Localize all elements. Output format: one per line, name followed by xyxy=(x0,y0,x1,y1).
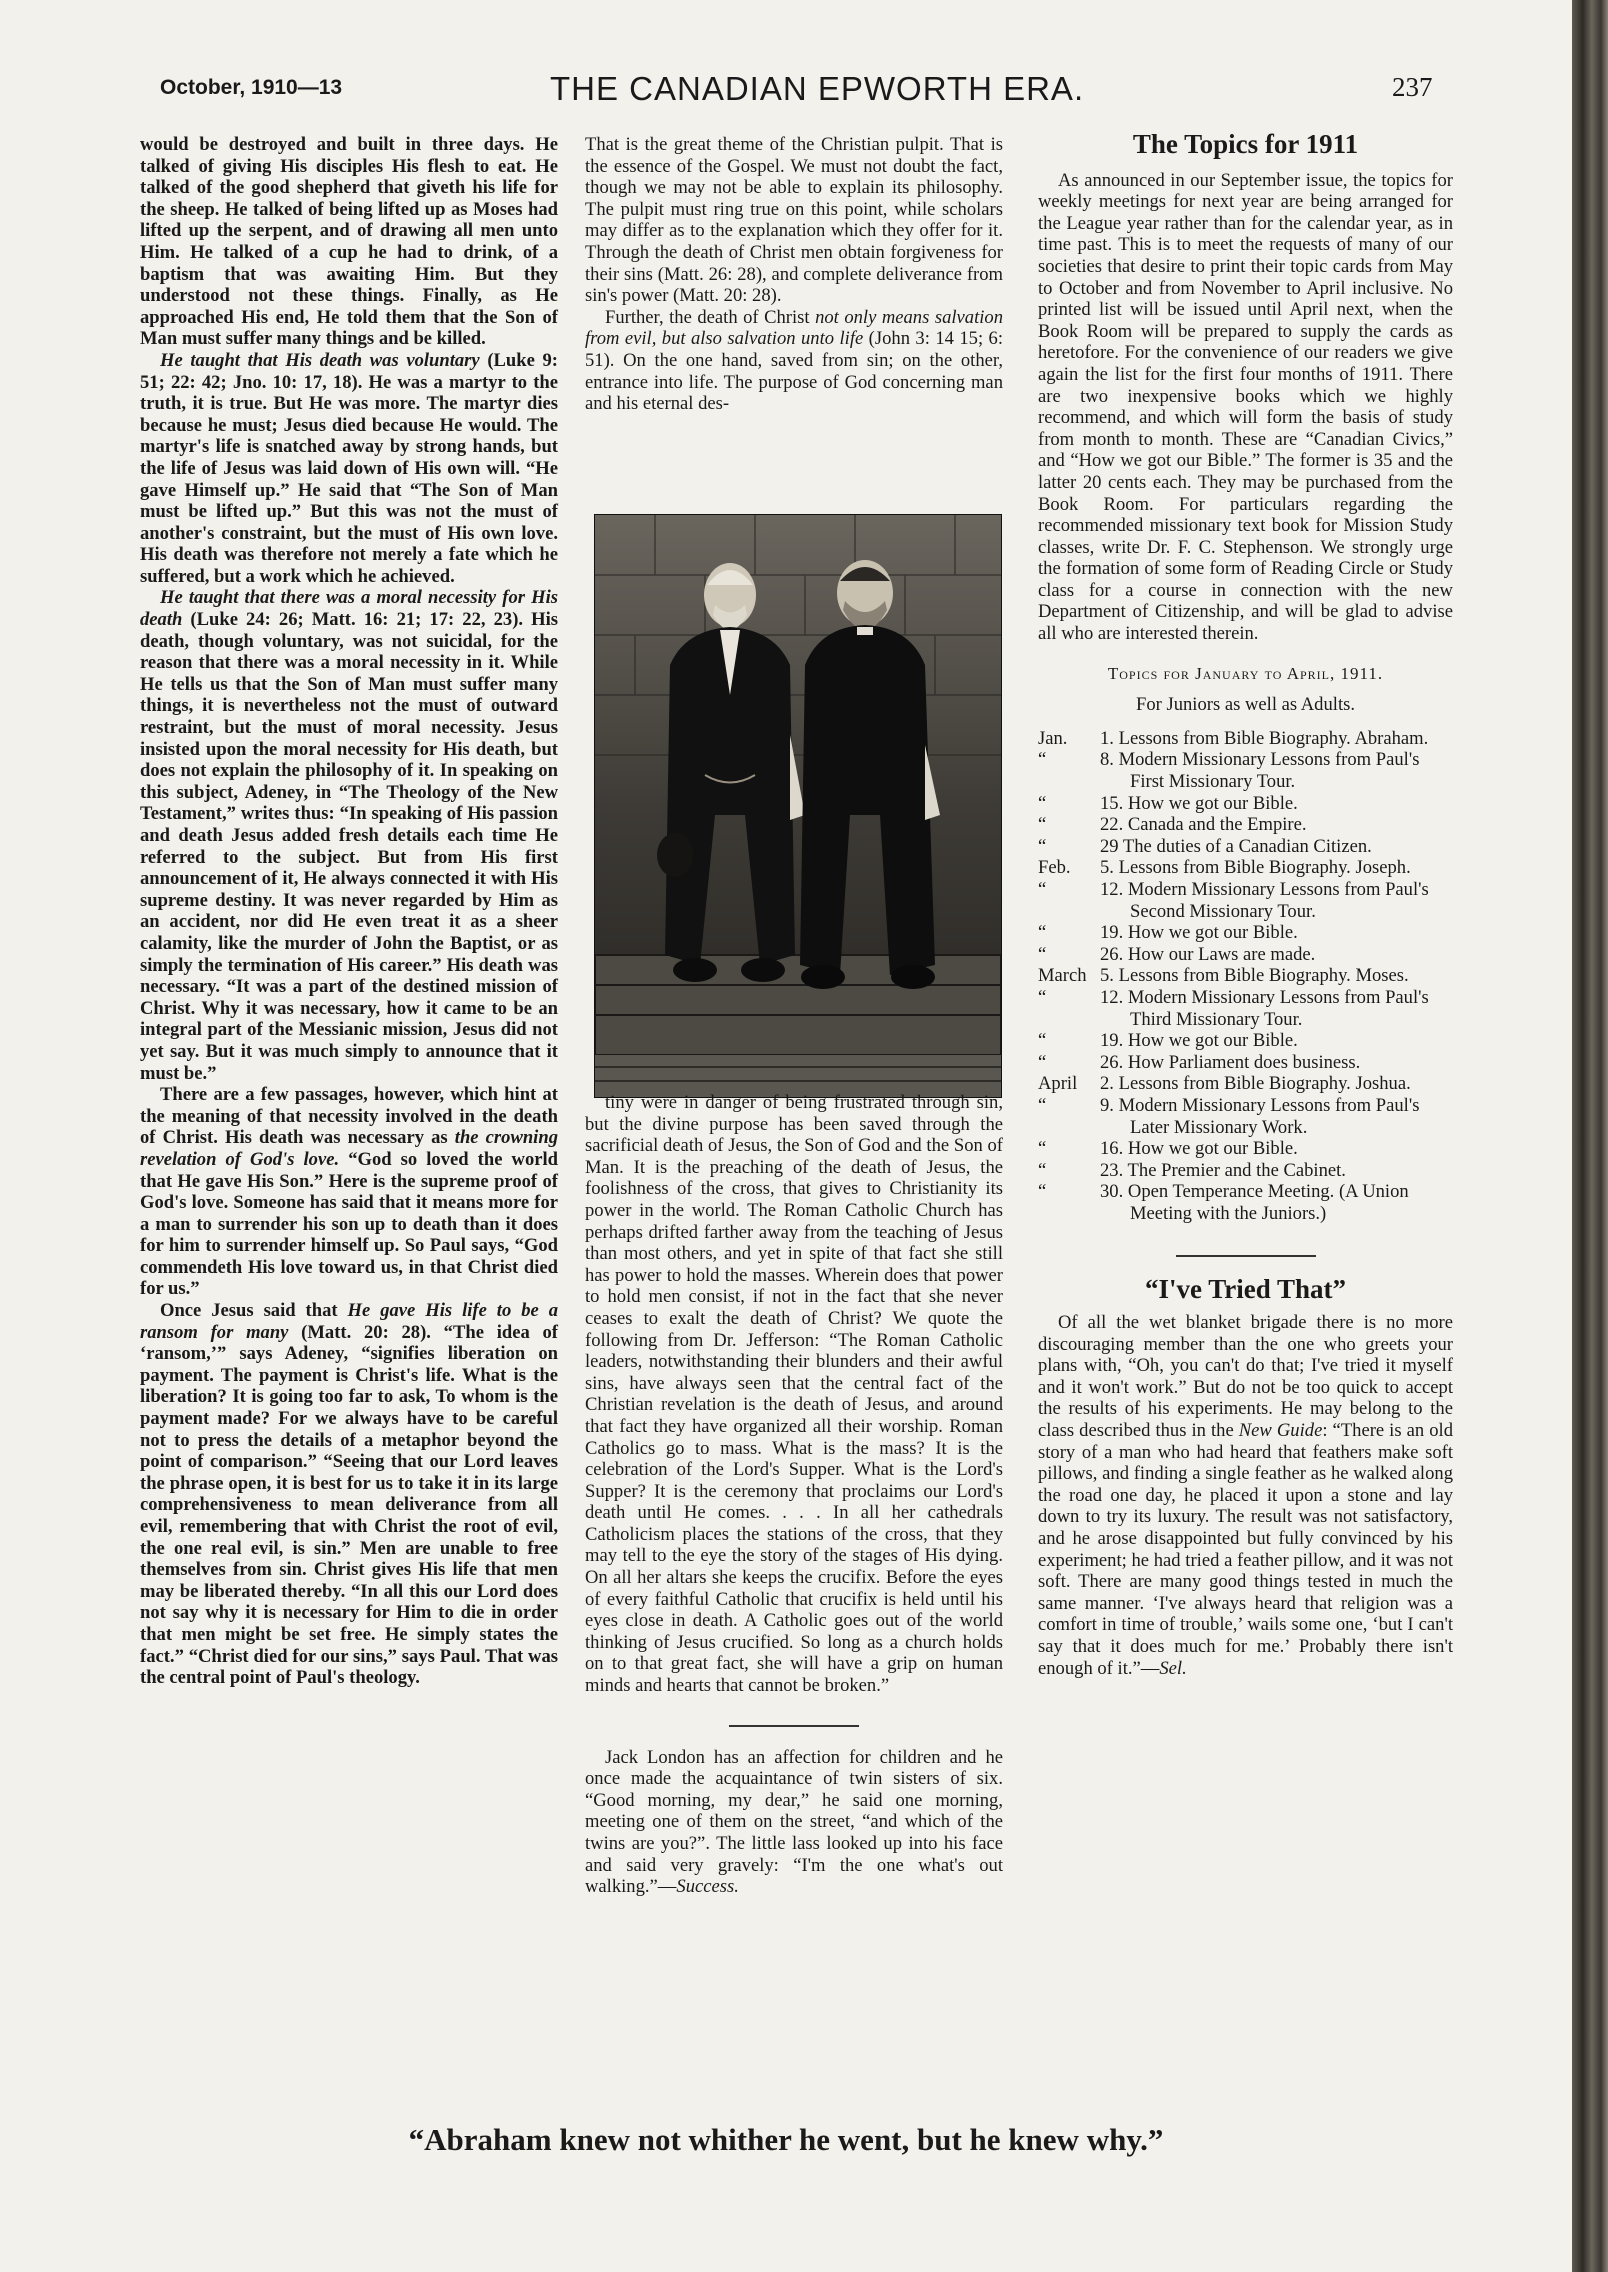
emphasis: He gave His life to be a ransom for many xyxy=(140,1300,559,1343)
topics-heading: The Topics for 1911 xyxy=(1132,129,1359,159)
topic-month: “ xyxy=(1038,879,1047,900)
topic-item xyxy=(1038,836,1453,858)
topic-text: 26. How our Laws are made. xyxy=(1100,943,1316,965)
topic-item xyxy=(1038,1138,1453,1160)
paragraph xyxy=(140,1084,558,1300)
tried-heading: “I've Tried That” xyxy=(1144,1273,1347,1304)
photograph-two-men xyxy=(594,514,1002,1098)
topic-text: 22. Canada and the Empire. xyxy=(1100,814,1307,836)
topic-month: “ xyxy=(1038,835,1047,857)
book-binding-edge xyxy=(1572,0,1608,2272)
paragraph xyxy=(585,307,1003,415)
topic-text: 23. The Premier and the Cabinet. xyxy=(1100,1159,1346,1181)
topic-item xyxy=(1038,1052,1453,1074)
topic-item xyxy=(1038,965,1453,987)
emphasis: New Guide xyxy=(1238,1420,1323,1442)
column-right xyxy=(1038,129,1453,1679)
topic-item xyxy=(1038,728,1453,750)
footer-quote: “Abraham knew not whither he went, but he knew why.” xyxy=(408,2122,1164,2157)
topic-item xyxy=(1038,1095,1453,1138)
topic-item xyxy=(1038,1073,1453,1095)
topic-month: Jan. xyxy=(1038,727,1068,749)
section-divider xyxy=(729,1725,859,1727)
topic-text: 19. How we got our Bible. xyxy=(1100,1030,1298,1052)
topic-text: 29 The duties of a Canadian Citizen. xyxy=(1100,835,1372,857)
topic-item xyxy=(1038,922,1453,944)
column-middle-bottom xyxy=(585,1092,1003,1898)
emphasis: He taught that there was a moral necessity for His death xyxy=(140,587,558,631)
emphasis: Success. xyxy=(676,1876,739,1898)
paragraph: tiny were in danger of being frustrated through sin, but the divine purpose has been saved through the sacrificial death of Jesus, the Son of God and the Son of Man. It is the preaching of the death of Jesus, the foolishness of the cross, that gives to Christianity its power in the world. The Roman Catholic Church has perhaps drifted farther away from the teaching of Jesus than most others, and yet in spite of that fact she still has power to hold the masses. Wherein does that power to hold men consist, if not in the fact that she never ceases to exalt the death of Christ? We quote the following from Dr. Jefferson: “The Roman Catholic leaders, notwithstanding their blunders and their awful sins, have always seen that the central fact of the Christian revelation is the death of Jesus, and around that fact they have organized all their worship. Roman Catholics go to mass. What is the mass? It is the celebration of the Lord's Supper. What is the Lord's Supper? It is the ceremony that proclaims our Lord's death until He comes. . . . In all her cathedrals Catholicism places the stations of the cross, that they may tell to the eye the story of the stages of His dying. On all her altars she keeps the crucifix. Before the eyes of every faithful Catholic that crucifix is held until his eyes close in death. A Catholic goes out of the world thinking of Jesus crucified. So long as a church holds on to that great fact, she will have a grip on human minds and hearts that cannot be broken.” xyxy=(585,1092,1003,1697)
topic-item xyxy=(1038,1160,1453,1182)
topic-text: 9. Modern Missionary Lessons from Paul's Later Missionary Work. xyxy=(1100,1094,1420,1138)
paragraph xyxy=(585,1747,1003,1898)
topic-item xyxy=(1038,793,1453,815)
topic-month: “ xyxy=(1038,1181,1047,1203)
topic-month: “ xyxy=(1038,1138,1047,1160)
topic-month: “ xyxy=(1038,792,1047,814)
paragraph xyxy=(140,350,558,588)
paragraph: As announced in our September issue, the topics for weekly meetings for next year are being arranged for the League year rather than for the calendar year, as in time past. This is to meet the requests of many of our societies that desire to print their topic cards from May to October and from November to April inclusive. No printed list will be issued until April next, when the Book Room will be prepared to supply the cards as heretofore. For the convenience of our readers we give again the list for the first four months of 1911. There are two inexpensive books which we highly recommend, and which will form the basis of study from month to month. These are “Canadian Civics,” and “How we got our Bible.” The former is 35 and the latter 20 cents each. They may be purchased from the Book Room. For particulars regarding the recommended missionary text book for Mission Study classes, write Dr. F. C. Stephenson. We strongly urge the formation of some form of Reading Circle or Study class for a course in connection with the new Department of Citizenship, and will be glad to advise all who are interested therein. xyxy=(1038,169,1453,645)
topic-text: 1. Lessons from Bible Biography. Abraham. xyxy=(1100,727,1429,749)
topic-item xyxy=(1038,879,1453,922)
topic-month: “ xyxy=(1038,943,1047,965)
topic-text: 30. Open Temperance Meeting. (A Union Meeting with the Juniors.) xyxy=(1100,1181,1409,1224)
topic-month: “ xyxy=(1038,986,1047,1008)
topic-month: March xyxy=(1038,965,1087,987)
topics-audience: For Juniors as well as Adults. xyxy=(1136,694,1355,716)
column-middle-top xyxy=(585,134,1003,415)
section-divider xyxy=(1176,1255,1316,1257)
emphasis: the crowning revelation of God's love. xyxy=(140,1127,558,1170)
paragraph xyxy=(140,1300,558,1689)
publication-title: THE CANADIAN EPWORTH ERA. xyxy=(550,70,1085,107)
topic-text: 16. How we got our Bible. xyxy=(1100,1138,1298,1160)
topic-text: 15. How we got our Bible. xyxy=(1100,792,1298,814)
signature: Sel. xyxy=(1159,1657,1187,1679)
topic-text: 12. Modern Missionary Lessons from Paul's Second Missionary Tour. xyxy=(1100,879,1429,922)
topic-item xyxy=(1038,857,1453,879)
emphasis: not only means salvation from evil, but also salvation unto life xyxy=(585,306,1004,350)
topic-text: 12. Modern Missionary Lessons from Paul's Third Missionary Tour. xyxy=(1100,986,1429,1030)
topic-text: 5. Lessons from Bible Biography. Moses. xyxy=(1100,965,1409,987)
topic-month: “ xyxy=(1038,1030,1047,1052)
topic-month: “ xyxy=(1038,814,1047,836)
paragraph-text: (Luke 9: 51; 22: 42; Jno. 10: 17, 18). He was a martyr to the truth, it is true. But He was more. The martyr dies because he must; Jesus died because He would. The martyr's life is snatched away by strong hands, but the life of Jesus was laid down of His own will. “He gave Himself up.” He said that “The Son of Man must be lifted up.” But this was not the must of another's constraint, but the must of His own love. His death was therefore not merely a fate which he suffered, but a work which he achieved. xyxy=(140,349,558,587)
paragraph: That is the great theme of the Christian pulpit. That is the essence of the Gospel. We must not doubt the fact, though we may not be able to explain its philosophy. The pulpit must ring true on this point, while scholars may differ as to the explanation which they offer for it. Through the death of Christ men obtain forgiveness for their sins (Matt. 26: 28), and complete deliverance from sin's power (Matt. 20: 28). xyxy=(585,134,1003,307)
paragraph xyxy=(1038,1312,1453,1679)
paragraph xyxy=(140,587,558,1084)
topic-month: “ xyxy=(1038,749,1047,771)
topic-text: 26. How Parliament does business. xyxy=(1100,1051,1361,1073)
topic-item xyxy=(1038,814,1453,836)
topic-item xyxy=(1038,944,1453,966)
paragraph-text: “God so loved the world that He gave His Son.” Here is the supreme proof of God's love. Someone has said that it means more for a man to surrender his son up to death than it does for him to surrender himself up. So Paul says, “God commendeth His love toward us, in that Christ died for us.” xyxy=(140,1148,558,1300)
topic-item xyxy=(1038,749,1453,792)
paragraph-text: (Luke 24: 26; Matt. 16: 21; 17: 22, 23). His death, though voluntary, was not suicidal, for the reason that there was a moral necessity in it. While He tells us that the Son of Man must suffer many things, it is nevertheless not the must of outward restraint, but the must of moral necessity. Jesus insisted upon the moral necessity for His death, but does not explain the philosophy of it. In speaking on this subject, Adeney, in “The Theology of the New Testament,” writes thus: “In speaking of His passion and death Jesus added fresh details each time He referred to the subject. But from His first announcement of it, He always connected it with His supreme destiny. It was never regarded by Him as an accident, nor did He even treat it as a sheer calamity, like the murder of John the Baptist, or as simply the termination of His career.” His death was necessary. “It was a part of the destined mission of Christ. Why it was necessary, how it came to be an integral part of the Messianic mission, Jesus did not yet say. But it was much simply to announce that it must be.” xyxy=(140,609,558,1084)
topic-text: 8. Modern Missionary Lessons from Paul's First Missionary Tour. xyxy=(1100,749,1420,793)
topic-month: “ xyxy=(1038,1094,1047,1116)
topic-month: “ xyxy=(1038,922,1047,944)
topic-text: 19. How we got our Bible. xyxy=(1100,922,1298,944)
paragraph-text: Once Jesus said that xyxy=(160,1300,348,1322)
topic-month: “ xyxy=(1038,1159,1047,1181)
topic-month: “ xyxy=(1038,1051,1047,1073)
topics-subheading: Topics for January to April, 1911. xyxy=(1107,663,1384,683)
photograph-illustration xyxy=(595,515,1001,1097)
paragraph-text: Further, the death of Christ xyxy=(605,306,816,328)
emphasis: He taught that His death was voluntary xyxy=(160,349,480,371)
topic-text: 2. Lessons from Bible Biography. Joshua. xyxy=(1100,1073,1411,1095)
paragraph-text: (Matt. 20: 28). “The idea of ‘ransom,’” says Adeney, “signifies liberation on payment. The payment is Christ's life. What is the liberation? It is going too far to ask, To whom is the payment made? For we always have to be careful not to press the details of a metaphor beyond the point of comparison.” “Seeing that our Lord leaves the phrase open, it is best for us to take it in its large comprehensiveness to mean deliverance from all evil, remembering that with Christ the root of evil, the one real evil, is sin.” Men are unable to free themselves from sin. Christ gives His life that men may be liberated thereby. “In all this our Lord does not say why it is necessary for Him to die in order that men might be set free. He simply states the fact.” “Christ died for our sins,” says Paul. That was the central point of Paul's theology. xyxy=(140,1321,558,1689)
topic-item xyxy=(1038,1030,1453,1052)
paragraph-text: (John 3: 14 15; 6: 51). On the one hand, saved from sin; on the other, entrance into life. The purpose of God concerning man and his eternal des- xyxy=(585,328,1003,415)
paragraph-text: There are a few passages, however, which hint at the meaning of that necessity involved in the death of Christ. His death was necessary as xyxy=(140,1084,558,1149)
paragraph-text: Jack London has an affection for children and he once made the acquaintance of twin sisters of six. “Good morning, my dear,” he said one morning, meeting one of them on the street, “and which of the twins are you?”. The little lass looked up into his face and said very gravely: “I'm the one what's out walking.”— xyxy=(585,1746,1003,1898)
topic-month: April xyxy=(1038,1073,1078,1095)
topic-month: Feb. xyxy=(1038,857,1071,879)
topic-item xyxy=(1038,987,1453,1030)
issue-date: October, 1910—13 xyxy=(160,76,343,99)
paragraph: would be destroyed and built in three days. He talked of giving His disciples His flesh to eat. He talked of the good shepherd that giveth his life for the sheep. He talked of being lifted up as Moses had lifted up the serpent, and of drawing all men unto Him. He talked of a cup he had to drink, of a baptism that was awaiting Him. But they understood not these things. Finally, as He approached His end, He told them that the Son of Man must suffer many things and be killed. xyxy=(140,134,558,350)
column-left xyxy=(140,134,558,1689)
topic-text: 5. Lessons from Bible Biography. Joseph. xyxy=(1100,857,1411,879)
topic-item xyxy=(1038,1181,1453,1224)
paragraph-text: Of all the wet blanket brigade there is no more discouraging member than the one who greets your plans with, “Oh, you can't do that; I've tried it myself and it won't work.” But do not be too quick to accept the results of his experiments. He may belong to the class described thus in the xyxy=(1038,1312,1453,1442)
page-number: 237 xyxy=(1392,72,1433,102)
paragraph-text: : “There is an old story of a man who had heard that feathers make soft pillows, and finding a single feather as he walked along the road one day, he placed it upon a stone and lay down to try its luxury. The result was not satisfactory, and he arose disappointed but fully convinced by his experiment; he had tried a feather pillow, and it was not soft. There are many good things tested in much the same manner. ‘I've always heard that religion was a comfort in time of trouble,’ wails some one, ‘but I can't say that it does much for me.’ Probably there isn't enough of it.”— xyxy=(1038,1420,1453,1679)
topic-list xyxy=(1038,728,1453,1225)
